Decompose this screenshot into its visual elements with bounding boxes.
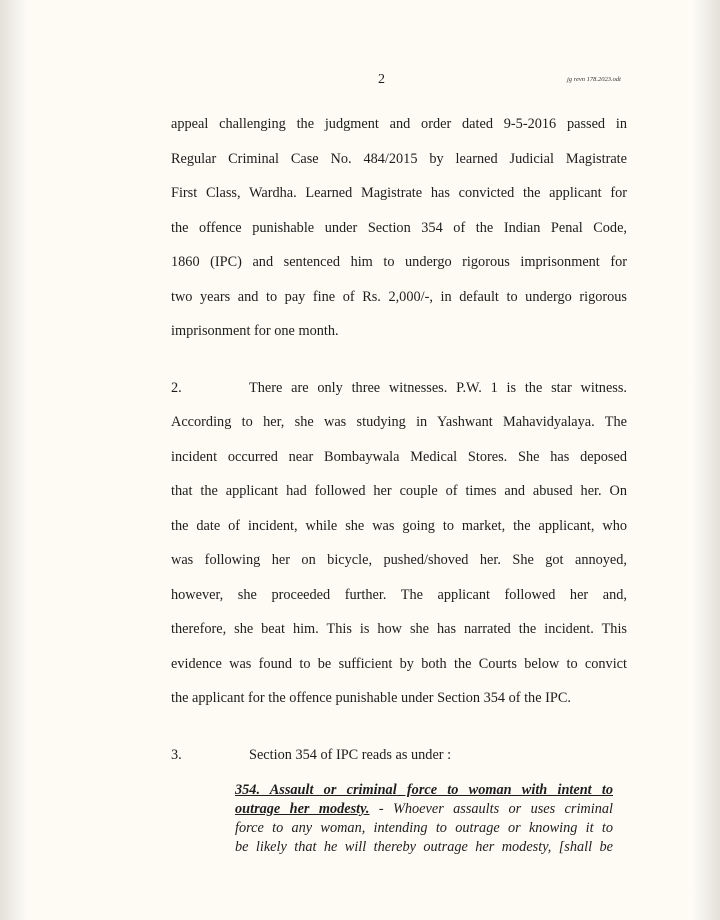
- quote-line: force to any woman, intending to outrage or knowing it to: [235, 820, 613, 836]
- quote-heading: outrage her modesty.: [235, 801, 370, 817]
- page-edge-right: [692, 0, 720, 920]
- paragraph-number: 2.: [171, 380, 182, 396]
- paragraph-line: There are only three witnesses. P.W. 1 is the star witness.: [249, 380, 627, 396]
- paragraph-number: 3.: [171, 747, 182, 763]
- paragraph-line: Section 354 of IPC reads as under :: [249, 747, 452, 763]
- page-edge-left: [0, 0, 28, 920]
- quote-text: - Whoever assaults or uses criminal: [369, 801, 613, 817]
- paragraph-line: two years and to pay fine of Rs. 2,000/-, in default to undergo rigorous: [171, 289, 627, 305]
- paragraph-line: 1860 (IPC) and sentenced him to undergo rigorous imprisonment for: [171, 254, 627, 270]
- paragraph-line: therefore, she beat him. This is how she has narrated the incident. This: [171, 621, 627, 637]
- quote-heading-line: [235, 781, 613, 799]
- paragraph-line: the applicant for the offence punishable under Section 354 of the IPC.: [171, 690, 571, 706]
- quote-line: be likely that he will thereby outrage her modesty, [shall be: [235, 839, 613, 855]
- paragraph-line: however, she proceeded further. The applicant followed her and,: [171, 587, 627, 603]
- paragraph-line: According to her, she was studying in Yashwant Mahavidyalaya. The: [171, 414, 627, 430]
- page-number: 2: [378, 72, 385, 87]
- paragraph-line: imprisonment for one month.: [171, 323, 339, 339]
- paragraph-line: evidence was found to be sufficient by both the Courts below to convict: [171, 656, 627, 672]
- paragraph-line: Regular Criminal Case No. 484/2015 by learned Judicial Magistrate: [171, 151, 627, 167]
- paragraph-line: was following her on bicycle, pushed/shoved her. She got annoyed,: [171, 552, 627, 568]
- quote-line: [235, 800, 613, 818]
- paragraph-line: the date of incident, while she was going to market, the applicant, who: [171, 518, 627, 534]
- paragraph-line: appeal challenging the judgment and order dated 9-5-2016 passed in: [171, 116, 627, 132]
- document-reference: jg revn 178.2023.odt: [567, 76, 621, 83]
- paragraph-line: the offence punishable under Section 354 of the Indian Penal Code,: [171, 220, 627, 236]
- paragraph-line: First Class, Wardha. Learned Magistrate has convicted the applicant for: [171, 185, 627, 201]
- paragraph-line: incident occurred near Bombaywala Medical Stores. She has deposed: [171, 449, 627, 465]
- quote-heading: 354. Assault or criminal force to woman with intent to: [235, 782, 613, 798]
- paragraph-line: that the applicant had followed her couple of times and abused her. On: [171, 483, 627, 499]
